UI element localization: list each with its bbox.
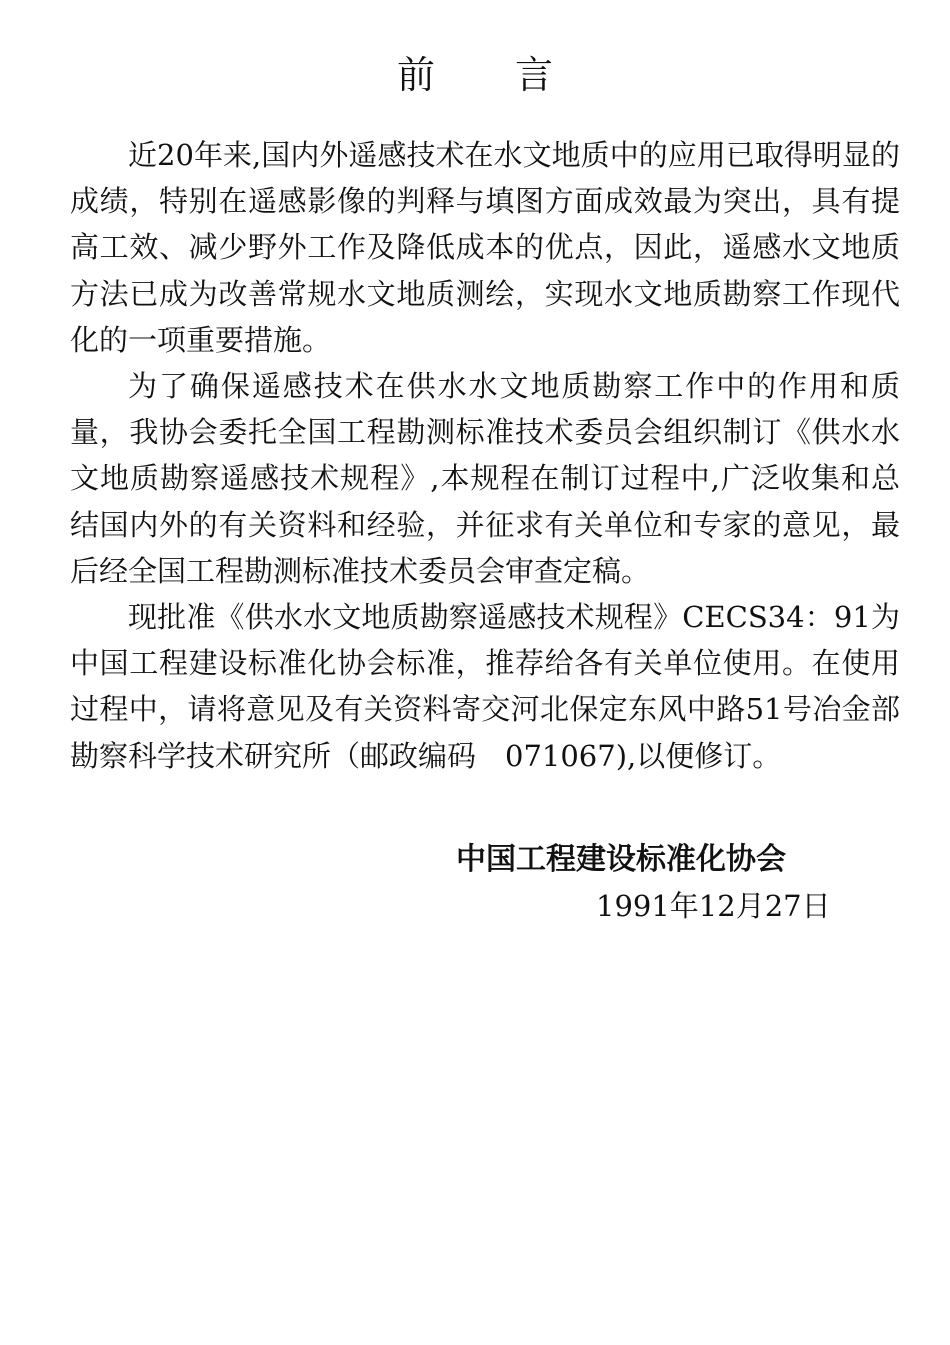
paragraph-1: 近20年来,国内外遥感技术在水文地质中的应用已取得明显的成绩，特别在遥感影像的判释与填图方面成效最为突出，具有提高工效、减少野外工作及降低成本的优点，因此，遥感水文地质方法已成为改善常规水文地质测绘，实现水文地质勘察工作现代化的一项重要措施。 (70, 138, 900, 357)
issuer-signature: 中国工程建设标准化协会 (456, 842, 786, 877)
paragraph-3: 现批准《供水水文地质勘察遥感技术规程》CECS34：91为中国工程建设标准化协会标准，推荐给各有关单位使用。在使用过程中，请将意见及有关资料寄交河北保定东风中路51号冶金部勘察科学技术研究所（邮政编码 071067),以便修订。 (70, 600, 900, 773)
page-title: 前言 (396, 53, 633, 97)
issue-date: 1991年12月27日 (596, 889, 831, 923)
preface-body (70, 132, 900, 779)
paragraph-2: 为了确保遥感技术在供水水文地质勘察工作中的作用和质量，我协会委托全国工程勘测标准技术委员会组织制订《供水水文地质勘察遥感技术规程》,本规程在制订过程中,广泛收集和总结国内外的有关资料和经验，并征求有关单位和专家的意见，最后经全国工程勘测标准技术委员会审查定稿。 (70, 369, 900, 588)
